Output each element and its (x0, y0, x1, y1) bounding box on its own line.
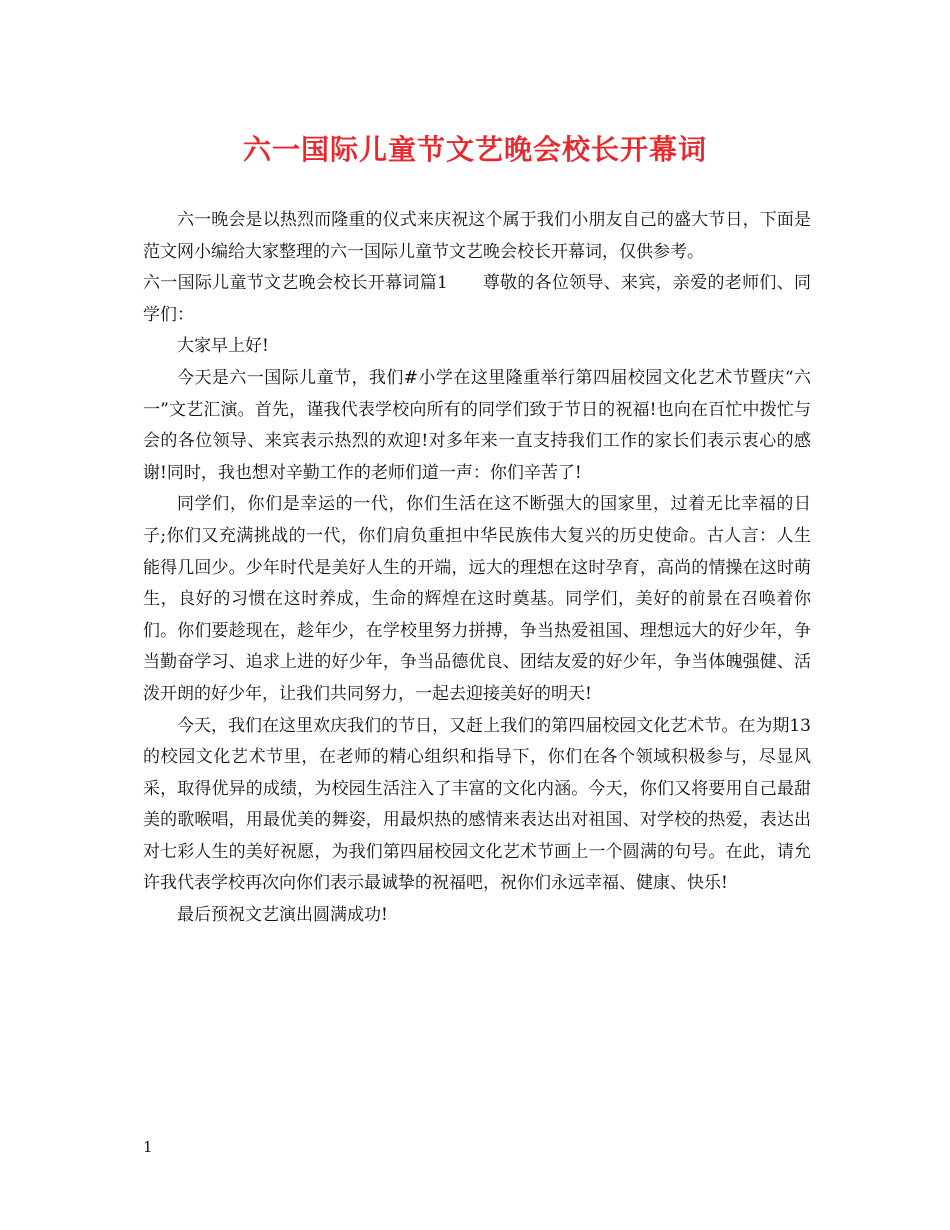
paragraph-greeting: 大家早上好! (177, 336, 269, 357)
paragraph-closing: 最后预祝文艺演出圆满成功! (177, 905, 388, 926)
paragraph-festival: 今天，我们在这里欢庆我们的节日，又赶上我们的第四届校园文化艺术节。在为期13的校园文化艺术节里，在老师的精心组织和指导下，你们在各个领域积极参与，尽显风采，取得优异的成绩，为校园生活注入了丰富的文化内涵。今天，你们又将要用自己最甜美的歌喉唱，用最优美的舞姿，用最炽热的感情来表达出对祖国、对学校的热爱，表达出对七彩人生的美好祝愿，为我们第四届校园文化艺术节画上一个圆满的句号。在此，请允许我代表学校再次向你们表示最诚挚的祝福吧，祝你们永远幸福、健康、快乐! (143, 715, 811, 894)
paragraph-students: 同学们，你们是幸运的一代，你们生活在这不断强大的国家里，过着无比幸福的日子;你们又充满挑战的一代，你们肩负重担中华民族伟大复兴的历史使命。古人言：人生能得几回少。少年时代是美好人生的开端，远大的理想在这时孕育，高尚的情操在这时萌生，良好的习惯在这时养成，生命的辉煌在这时奠基。同学们，美好的前景在召唤着你们。你们要趁现在，趁年少，在学校里努力拼搏，争当热爱祖国、理想远大的好少年，争当勤奋学习、追求上进的好少年，争当品德优良、团结友爱的好少年，争当体魄强健、活泼开朗的好少年，让我们共同努力，一起去迎接美好的明天! (143, 494, 811, 704)
paragraph-welcome: 今天是六一国际儿童节，我们#小学在这里隆重举行第四届校园文化艺术节暨庆“六一”文艺汇演。首先，谨我代表学校向所有的同学们致于节日的祝福!也向在百忙中拨忙与会的各位领导、来宾表示热烈的欢迎!对多年来一直支持我们工作的家长们表示衷心的感谢!同时，我也想对辛勤工作的老师们道一声：你们辛苦了! (143, 367, 811, 483)
paragraph-heading-salutation: 六一国际儿童节文艺晚会校长开幕词篇1 尊敬的各位领导、来宾，亲爱的老师们、同学们： (143, 273, 811, 325)
page-number: 1 (143, 1138, 153, 1156)
paragraph-intro: 六一晚会是以热烈而隆重的仪式来庆祝这个属于我们小朋友自己的盛大节日，下面是范文网小编给大家整理的六一国际儿童节文艺晚会校长开幕词，仅供参考。 (143, 210, 811, 262)
document-body (143, 205, 811, 932)
document-title: 六一国际儿童节文艺晚会校长开幕词 (242, 133, 707, 166)
